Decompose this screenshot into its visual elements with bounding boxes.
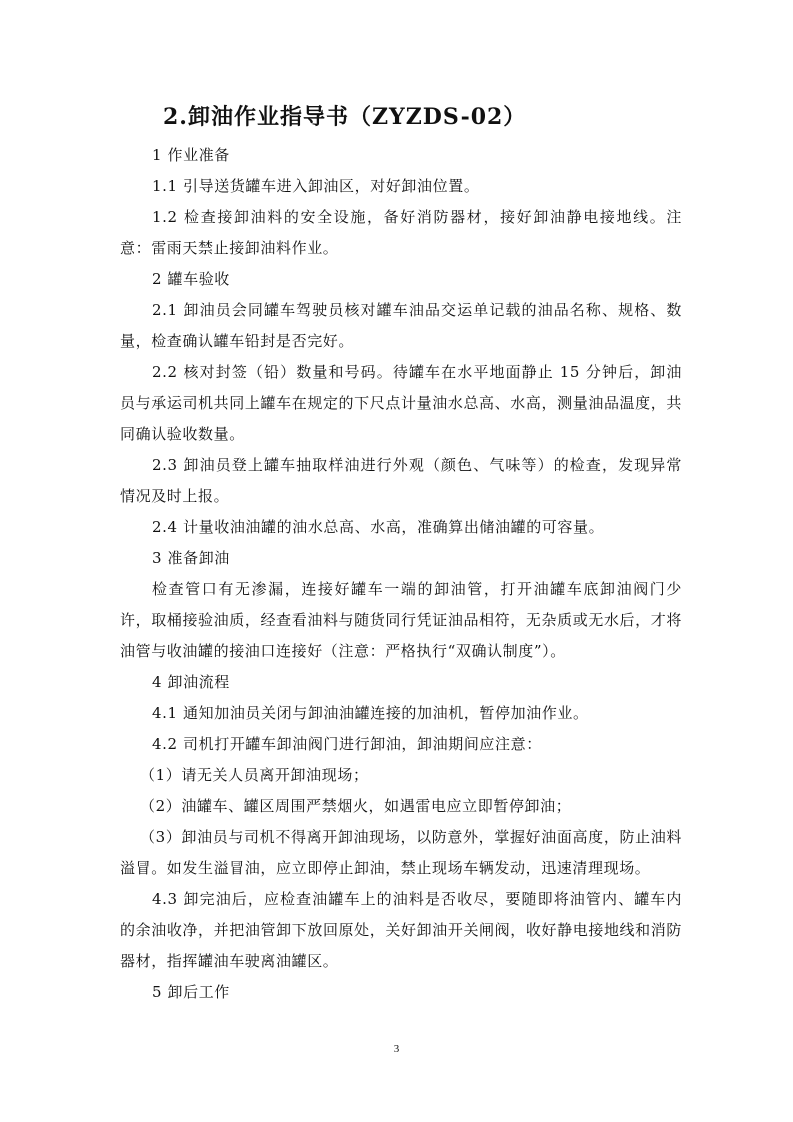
paragraph-2-2: 2.2 核对封签（铅）数量和号码。待罐车在水平地面静止 15 分钟后，卸油员与承运司机共同上罐车在规定的下尺点计量油水总高、水高，测量油品温度，共同确认验收数量。 <box>120 363 682 443</box>
section-heading-4: 4 卸油流程 <box>152 673 230 691</box>
paragraph-4-1: 4.1 通知加油员关闭与卸油油罐连接的加油机，暂停加油作业。 <box>152 704 589 722</box>
document-body <box>120 140 682 1008</box>
paragraph-1-1: 1.1 引导送货罐车进入卸油区，对好卸油位置。 <box>152 177 480 195</box>
section-heading-2: 2 罐车验收 <box>152 270 230 288</box>
list-item-1: （1）请无关人员离开卸油现场； <box>140 766 369 784</box>
document-title: 2.卸油作业指导书（ZYZDS-02） <box>163 104 527 130</box>
paragraph-4-3: 4.3 卸完油后，应检查油罐车上的油料是否收尽，要随即将油管内、罐车内的余油收净，并把油管卸下放回原处，关好卸油开关闸阀，收好静电接地线和消防器材，指挥罐油车驶离油罐区。 <box>120 890 682 970</box>
list-item-3: （3）卸油员与司机不得离开卸油现场，以防意外，掌握好油面高度，防止油料溢冒。如发生溢冒油，应立即停止卸油，禁止现场车辆发动，迅速清理现场。 <box>120 828 682 877</box>
list-item-2: （2）油罐车、罐区周围严禁烟火，如遇雷电应立即暂停卸油； <box>140 797 572 815</box>
section-heading-3: 3 准备卸油 <box>152 549 230 567</box>
paragraph-2-4: 2.4 计量收油油罐的油水总高、水高，准确算出储油罐的可容量。 <box>152 518 605 536</box>
paragraph-4-2: 4.2 司机打开罐车卸油阀门进行卸油，卸油期间应注意： <box>152 735 542 753</box>
paragraph-1-2: 1.2 检查接卸油料的安全设施，备好消防器材，接好卸油静电接地线。注意：雷雨天禁止接卸油料作业。 <box>120 208 682 257</box>
paragraph-2-1: 2.1 卸油员会同罐车驾驶员核对罐车油品交运单记载的油品名称、规格、数量，检查确认罐车铅封是否完好。 <box>120 301 682 350</box>
paragraph-3: 检查管口有无渗漏，连接好罐车一端的卸油管，打开油罐车底卸油阀门少许，取桶接验油质，经查看油料与随货同行凭证油品相符，无杂质或无水后，才将油管与收油罐的接油口连接好（注意：严格执行“双确认制度”）。 <box>120 580 682 660</box>
paragraph-2-3: 2.3 卸油员登上罐车抽取样油进行外观（颜色、气味等）的检查，发现异常情况及时上报。 <box>120 456 682 505</box>
page-number: 3 <box>393 1043 400 1055</box>
section-heading-5: 5 卸后工作 <box>152 983 230 1001</box>
section-heading-1: 1 作业准备 <box>152 146 230 164</box>
